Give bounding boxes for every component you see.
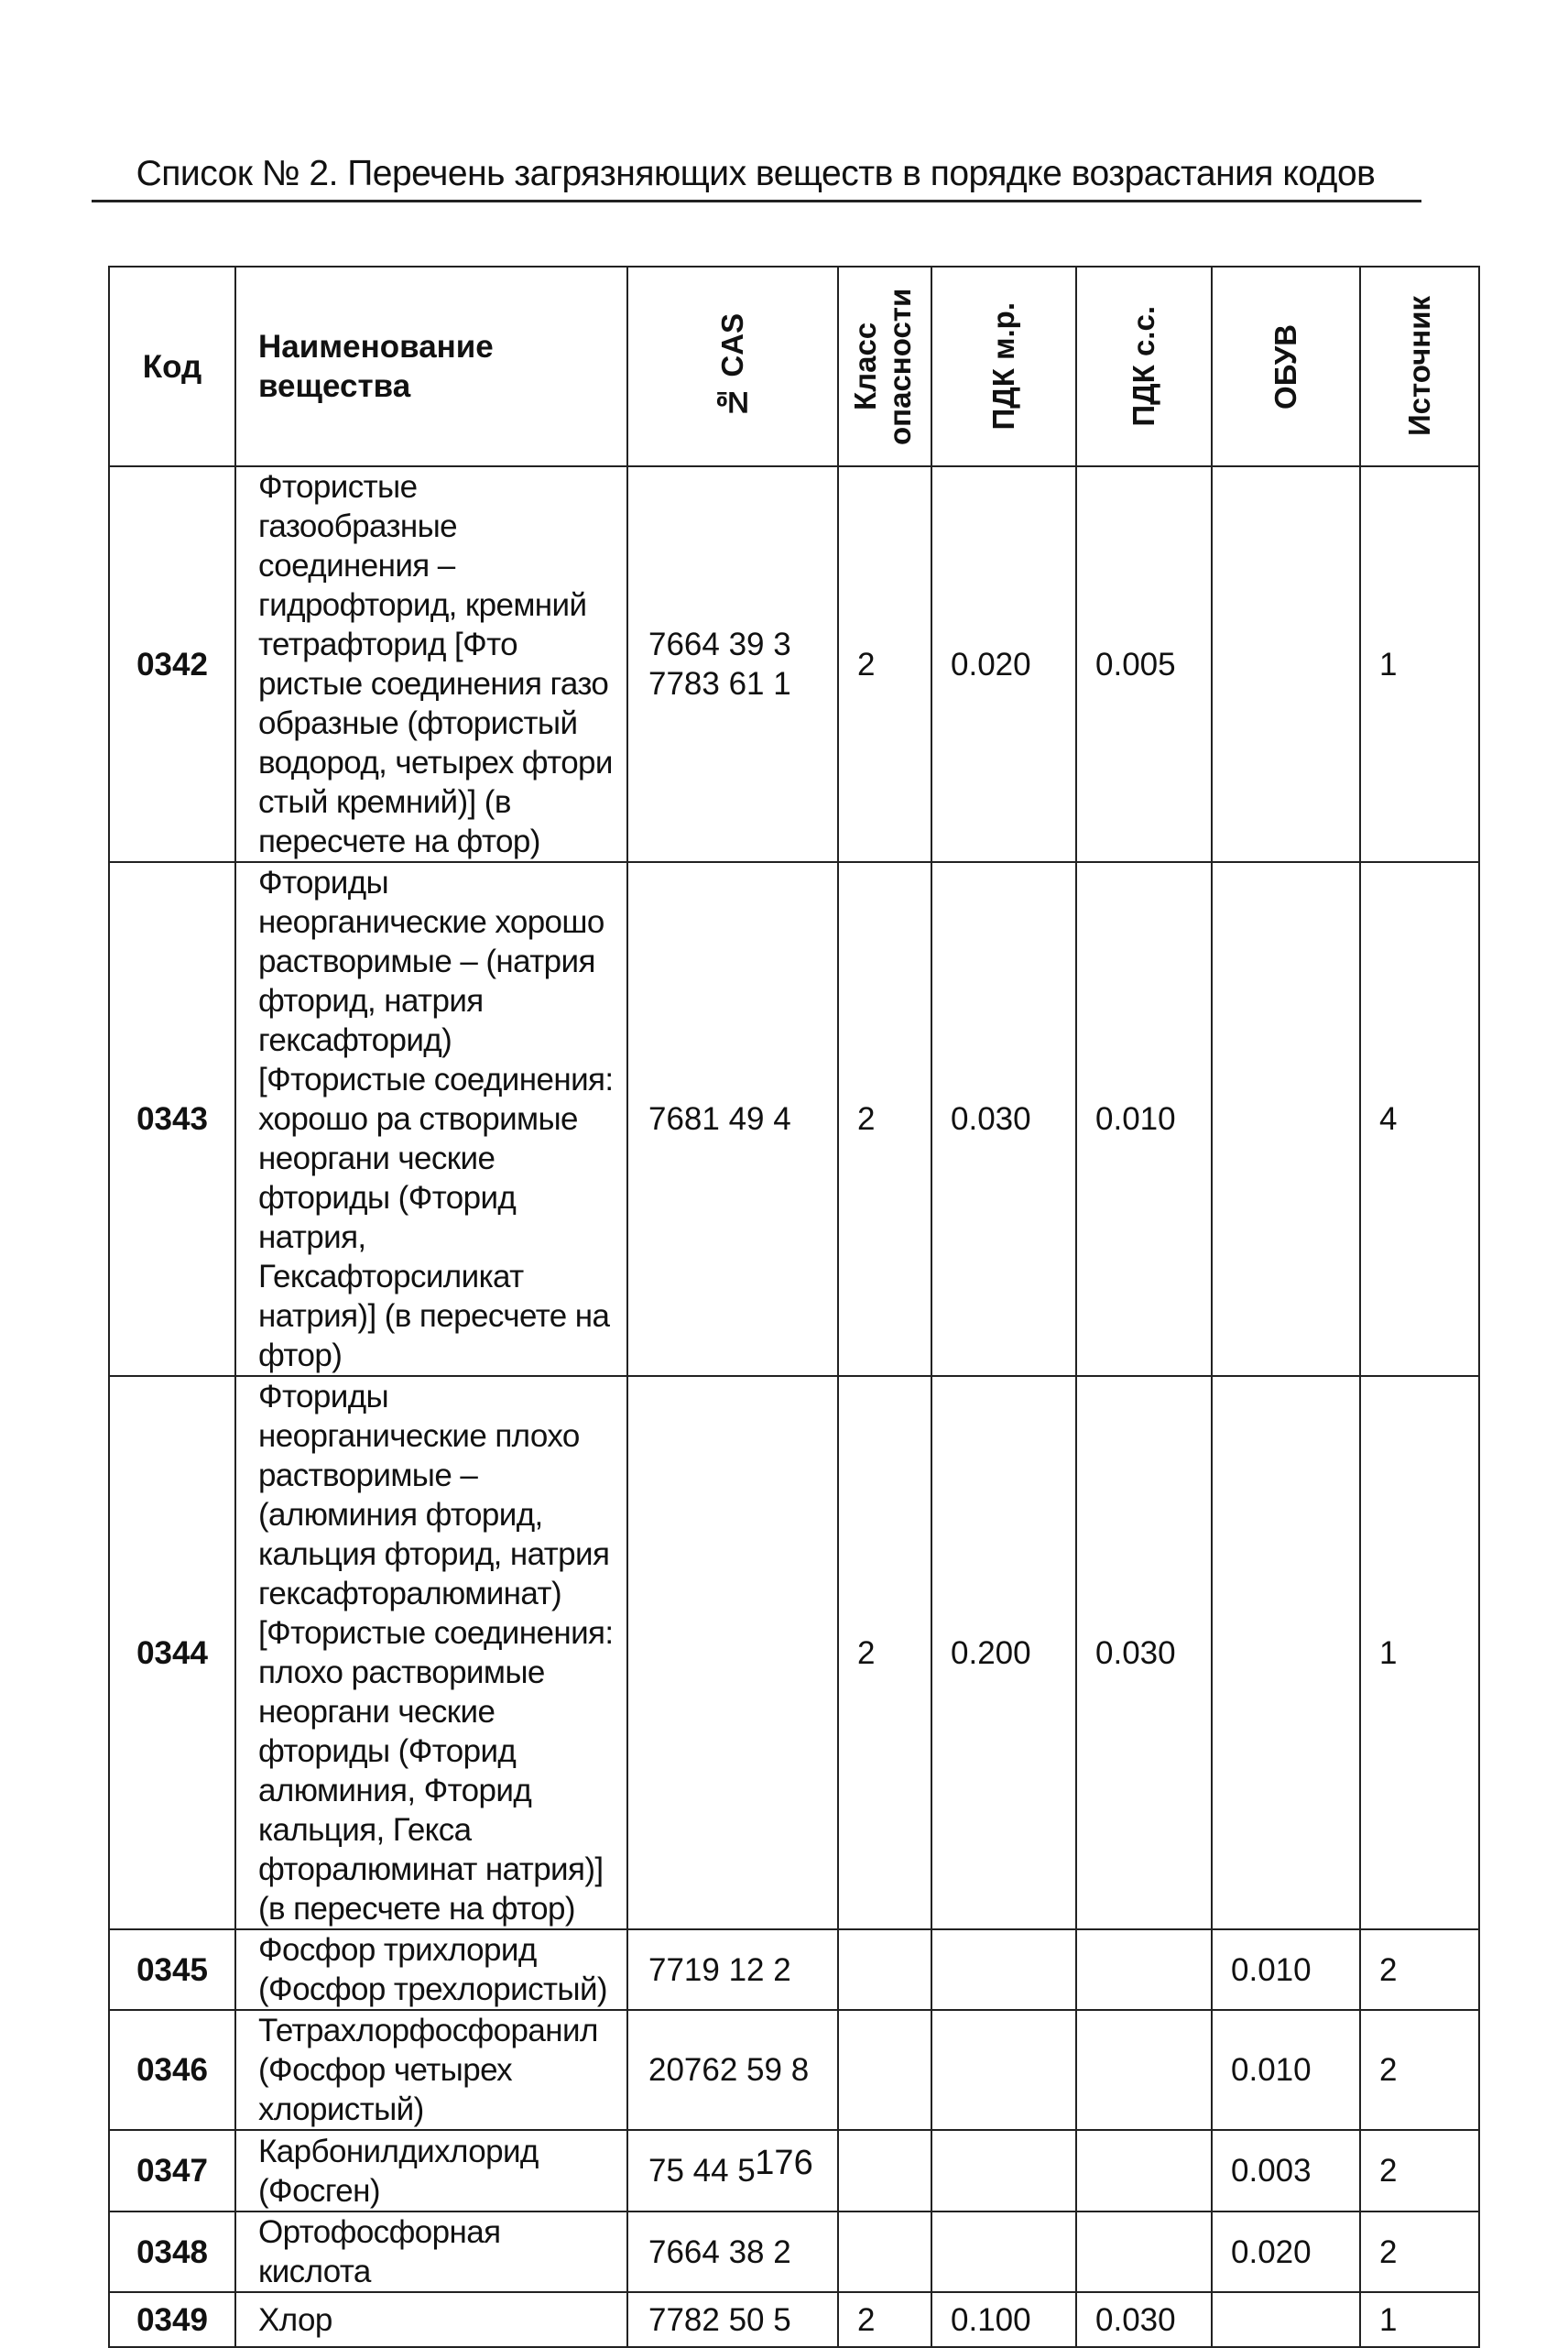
row-hazard-class: 2 [838,466,931,862]
row-obuv: 0.003 [1212,2130,1360,2211]
table-row [109,1376,1479,1929]
row-name: Фтористые газообразные соединения – гидрофторид, кремний тетрафторид [Фто ристые соединения газо образные (фтористый водород, четырех фтори стый кремний)] (в пересчете на фтор) [235,466,627,862]
row-pdk-mr: 0.200 [931,1376,1076,1929]
row-code: 0344 [109,1376,235,1929]
row-source: 1 [1360,2292,1479,2347]
row-name: Фториды неорганические плохо растворимые – (алюминия фторид, кальция фторид, натрия гексафторалюминат) [Фтористые соединения: плохо растворимые неоргани ческие фториды (Фторид алюминия, Фторид кальция, Гекса фторалюминат натрия)] (в пересчете на фтор) [235,1376,627,1929]
page-title: Список № 2. Перечень загрязняющих веществ в порядке возрастания кодов [136,154,1376,193]
header-pdk-ss-label: ПДК с.с. [1127,306,1160,427]
row-name: Фториды неорганические хорошо растворимые – (натрия фторид, натрия гексафторид) [Фтористые соединения: хорошо ра створимые неоргани ческие фториды (Фторид натрия, Гексафторсиликат натрия)] (в пересчете на фтор) [235,862,627,1376]
row-pdk-ss: 0.005 [1076,466,1212,862]
header-source-label: Источник [1402,296,1436,437]
row-cas: 75 44 5 [627,2130,838,2211]
row-code: 0349 [109,2292,235,2347]
row-obuv [1212,862,1360,1376]
table-row [109,2010,1479,2130]
table-row [109,2211,1479,2292]
row-cas: 20762 59 8 [627,2010,838,2130]
row-pdk-ss: 0.030 [1076,2292,1212,2347]
row-pdk-mr [931,1929,1076,2010]
row-cas: 7664 38 2 [627,2211,838,2292]
row-pdk-mr: 0.030 [931,862,1076,1376]
row-cas: 7664 39 3 7783 61 1 [627,466,838,862]
row-pdk-ss: 0.010 [1076,862,1212,1376]
row-cas: 7782 50 5 [627,2292,838,2347]
row-source: 1 [1360,1376,1479,1929]
row-pdk-mr: 0.100 [931,2292,1076,2347]
header-source [1360,267,1479,466]
row-cas: 7681 49 4 [627,862,838,1376]
row-obuv: 0.010 [1212,2010,1360,2130]
row-hazard-class [838,2211,931,2292]
row-pdk-mr [931,2010,1076,2130]
substances-table [108,266,1480,2348]
row-code: 0342 [109,466,235,862]
header-code: Код [109,267,235,466]
header-pdk-mr [931,267,1076,466]
table-row [109,466,1479,862]
row-source: 2 [1360,2130,1479,2211]
row-hazard-class: 2 [838,862,931,1376]
header-pdk-mr-label: ПДК м.р. [986,302,1020,431]
table-row [109,862,1479,1376]
header-cas [627,267,838,466]
row-pdk-ss [1076,2010,1212,2130]
row-source: 4 [1360,862,1479,1376]
header-cas-label: № CAS [715,313,749,420]
header-obuv [1212,267,1360,466]
row-pdk-mr: 0.020 [931,466,1076,862]
row-name: Хлор [235,2292,627,2347]
row-source: 2 [1360,2010,1479,2130]
table-header-row [109,267,1479,466]
table-row [109,1929,1479,2010]
row-source: 2 [1360,1929,1479,2010]
row-pdk-ss [1076,2211,1212,2292]
header-pdk-ss [1076,267,1212,466]
row-name: Карбонилдихлорид (Фосген) [235,2130,627,2211]
row-source: 1 [1360,466,1479,862]
row-hazard-class: 2 [838,1376,931,1929]
row-obuv [1212,2292,1360,2347]
header-name: Наименование вещества [235,267,627,466]
row-obuv: 0.010 [1212,1929,1360,2010]
row-code: 0345 [109,1929,235,2010]
row-name: Тетрахлорфосфоранил (Фосфор четырех хлористый) [235,2010,627,2130]
row-obuv: 0.020 [1212,2211,1360,2292]
title-divider [92,200,1421,202]
row-source: 2 [1360,2211,1479,2292]
row-hazard-class [838,1929,931,2010]
row-obuv [1212,1376,1360,1929]
row-pdk-ss [1076,1929,1212,2010]
row-name: Фосфор трихлорид (Фосфор трехлористый) [235,1929,627,2010]
row-obuv [1212,466,1360,862]
header-obuv-label: ОБУВ [1269,323,1302,410]
row-hazard-class [838,2010,931,2130]
table-row [109,2292,1479,2347]
row-pdk-ss: 0.030 [1076,1376,1212,1929]
row-code: 0348 [109,2211,235,2292]
row-cas: 7719 12 2 [627,1929,838,2010]
row-cas [627,1376,838,1929]
row-hazard-class: 2 [838,2292,931,2347]
row-code: 0343 [109,862,235,1376]
row-name: Ортофосфорная кислота [235,2211,627,2292]
row-code: 0347 [109,2130,235,2211]
header-hazard-class [838,267,931,466]
header-hazard-class-label: Класс опасности [848,288,917,445]
row-pdk-mr [931,2211,1076,2292]
row-code: 0346 [109,2010,235,2130]
page-number: 176 [755,2144,813,2182]
